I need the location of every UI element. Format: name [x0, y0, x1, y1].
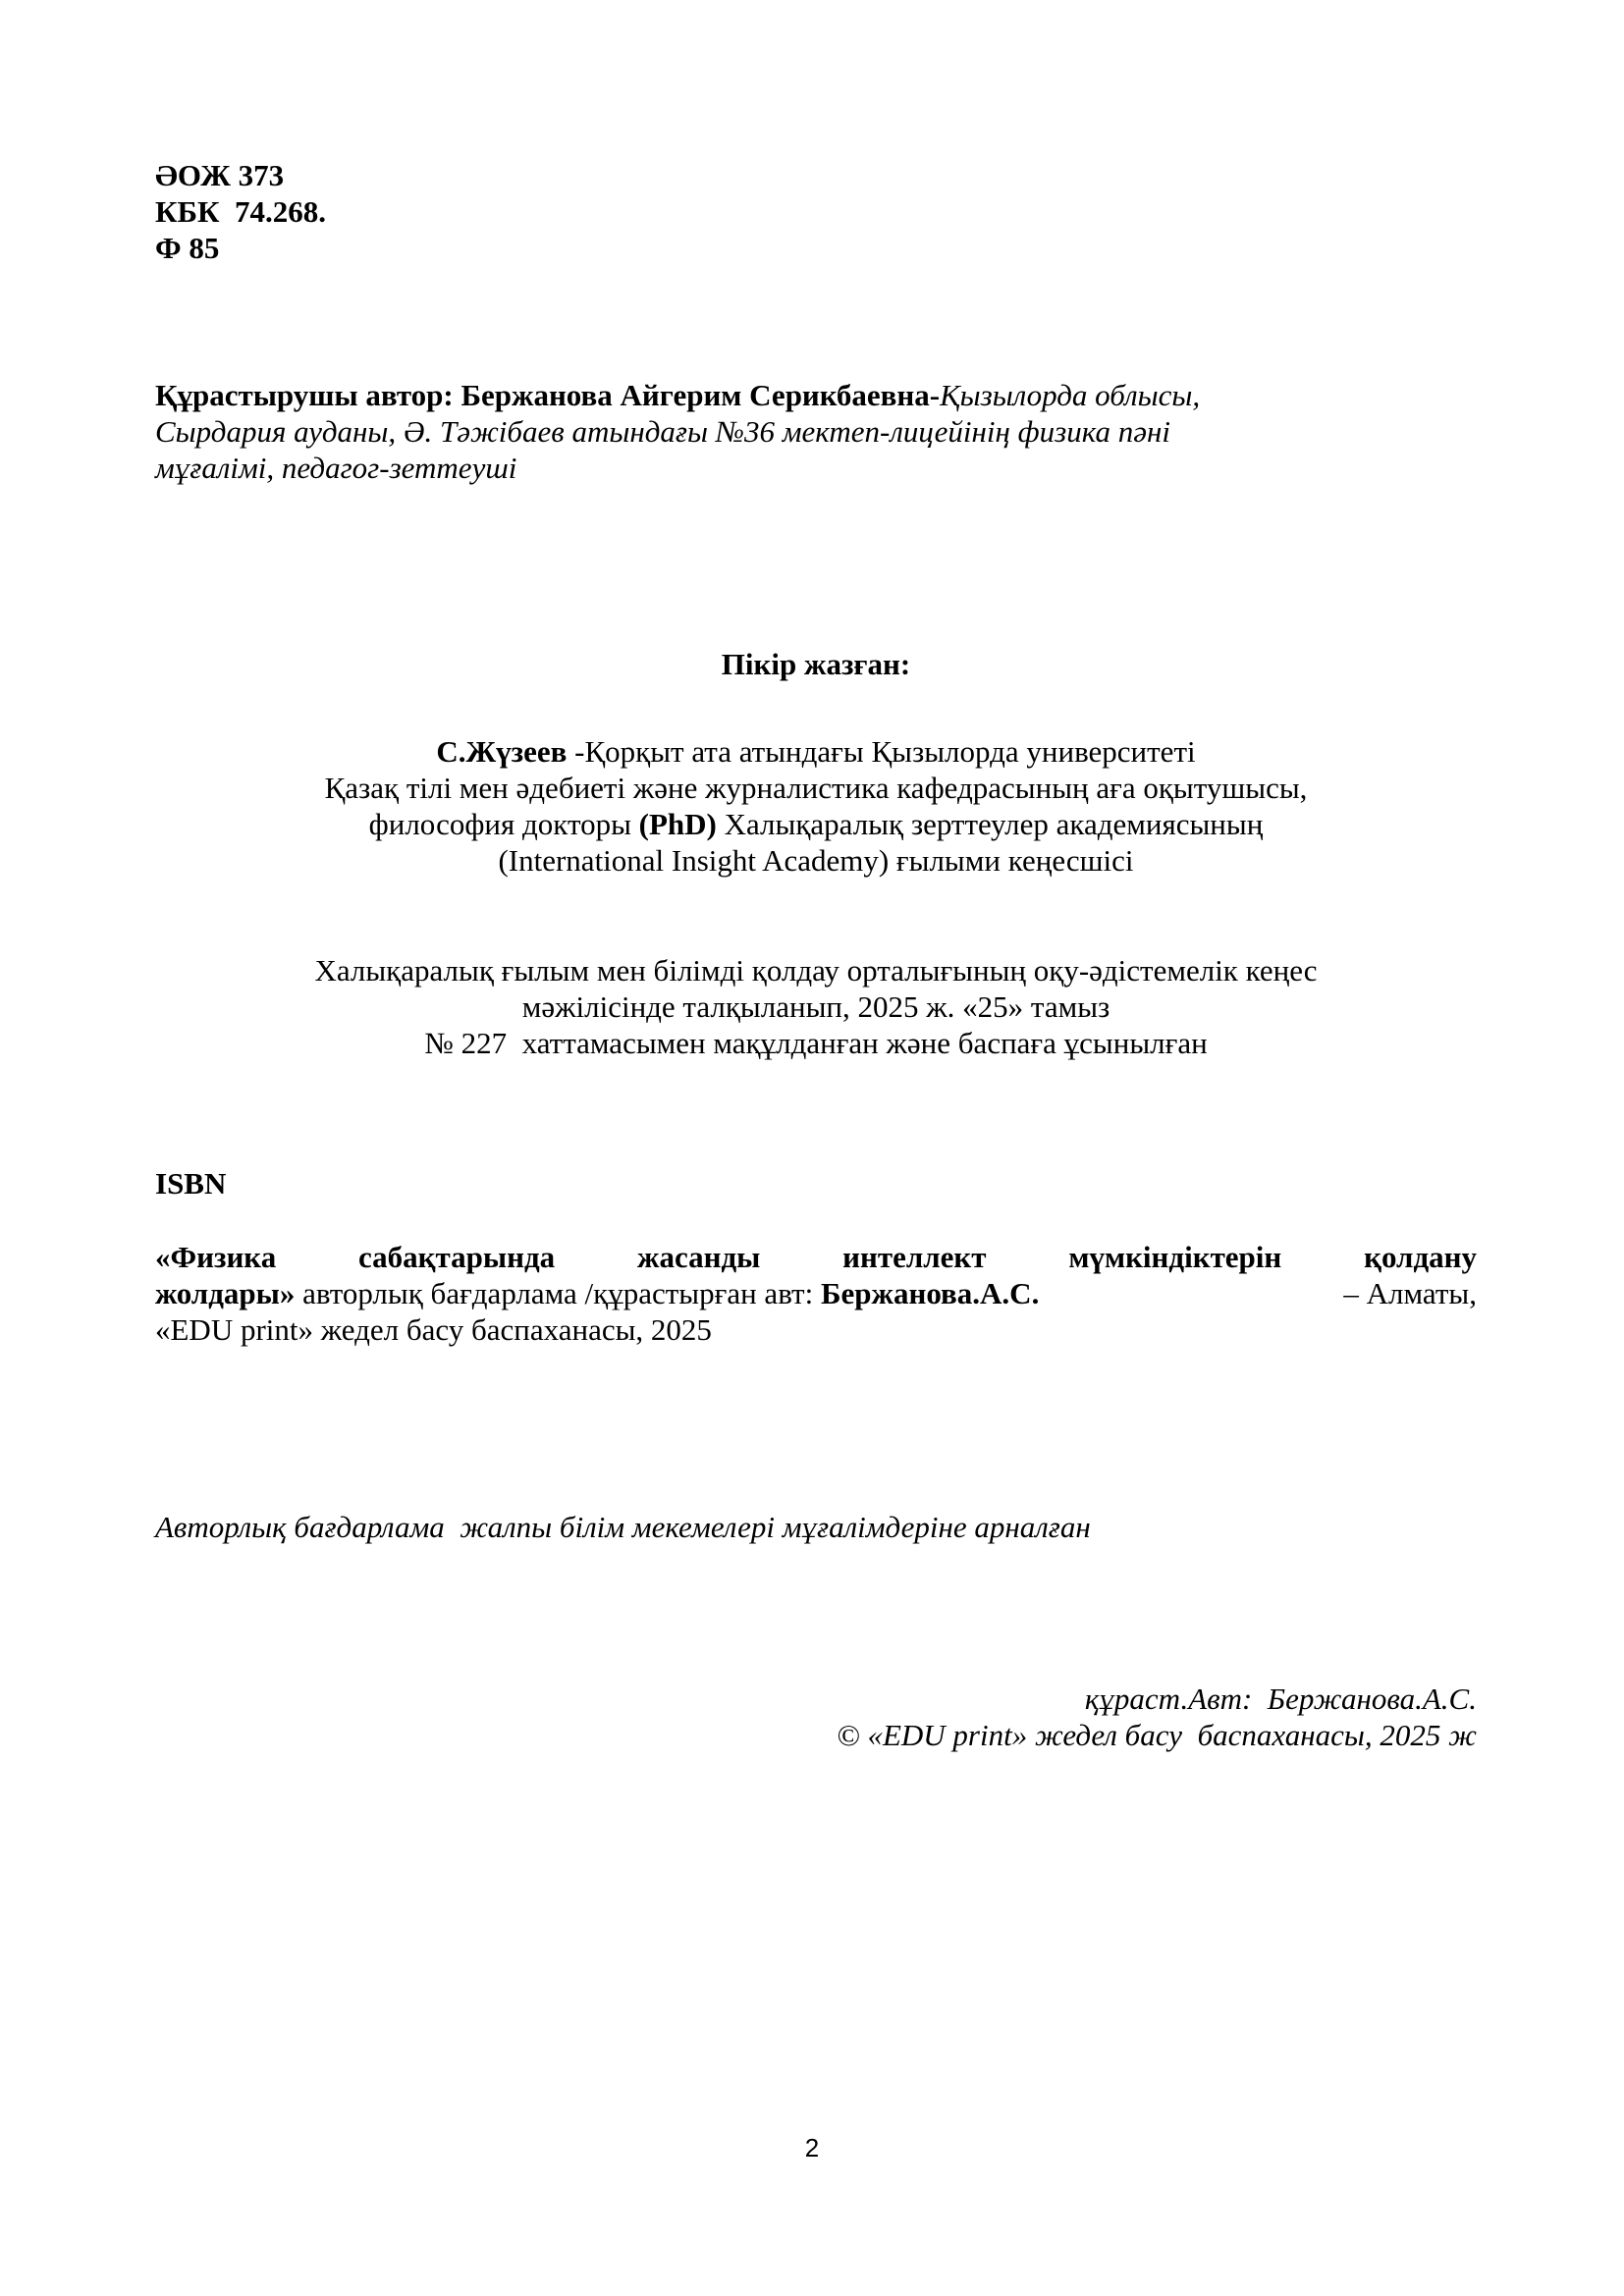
reviewer-degree: философия докторы — [368, 807, 639, 841]
credits-copyright: © «EDU print» жедел басу баспаханасы, 2025 ж — [837, 1718, 1477, 1752]
compiler-affiliation-3: мұғалімі, педагог-зеттеуші — [155, 451, 517, 485]
credits-section — [155, 1681, 1477, 1753]
reviewer-phd: (PhD) — [638, 807, 717, 841]
reviewer-academy: Халықаралық зерттеулер академиясының — [716, 807, 1264, 841]
reviewer-line-4: (International Insight Academy) ғылыми кеңесшісі — [498, 843, 1134, 878]
reviewer-line-2: Қазақ тілі мен әдебиеті және журналистика кафедрасының аға оқытушысы, — [324, 771, 1308, 805]
citation-description: авторлық бағдарлама /құрастырған авт: — [295, 1276, 821, 1310]
citation-line-2 — [155, 1275, 1477, 1311]
reviewer-section — [155, 733, 1477, 879]
approval-section — [155, 952, 1477, 1061]
citation-title-line-2: жолдары» — [155, 1276, 296, 1310]
citation-author: Бержанова.А.С. — [820, 1276, 1040, 1310]
compiler-label: Құрастырушы автор: Бержанова Айгерим Серикбаевна- — [155, 378, 941, 412]
compiler-line-1 — [155, 377, 1477, 413]
citation-section — [155, 1239, 1477, 1348]
credits-compiler: құраст.Авт: Бержанова.А.С. — [1084, 1682, 1477, 1716]
purpose-text: Авторлық бағдарлама жалпы білім мекемелері мұғалімдеріне арналған — [155, 1510, 1091, 1544]
lbc-code: КБК 74.268. — [155, 194, 326, 229]
classification-codes — [155, 157, 1477, 266]
citation-title-line-1: «Физика сабақтарында жасанды интеллект мүмкіндіктерін қолдану — [155, 1240, 1477, 1274]
reviewer-line-1 — [155, 733, 1477, 770]
udc-code: ӘОЖ 373 — [155, 158, 285, 192]
compiler-affiliation-2: Сырдария ауданы, Ә. Тәжібаев атындағы №36 мектеп-лицейінің физика пәні — [155, 414, 1170, 449]
citation-place: – Алматы, — [1343, 1276, 1477, 1310]
reviewer-university: -Қорқыт ата атындағы Қызылорда университеті — [567, 734, 1196, 769]
compiler-section — [155, 377, 1477, 486]
reviewer-heading: Пікір жазған: — [721, 647, 911, 681]
approval-line-2: мәжілісінде талқыланып, 2025 ж. «25» тамыз — [521, 989, 1110, 1024]
approval-line-3: № 227 хаттамасымен мақұлданған және баспаға ұсынылған — [424, 1026, 1208, 1060]
author-mark: Ф 85 — [155, 231, 220, 265]
isbn-label: ISBN — [155, 1166, 227, 1201]
page-number: 2 — [804, 2133, 820, 2163]
citation-publisher: «EDU print» жедел басу баспаханасы, 2025 — [155, 1312, 712, 1347]
compiler-affiliation-1: Қызылорда облысы, — [940, 378, 1201, 412]
citation-line-2-left — [155, 1275, 1039, 1311]
reviewer-line-3 — [155, 806, 1477, 842]
approval-line-1: Халықаралық ғылым мен білімді қолдау орталығының оқу-әдістемелік кеңес — [314, 953, 1318, 988]
reviewer-name: С.Жүзеев — [436, 734, 568, 769]
